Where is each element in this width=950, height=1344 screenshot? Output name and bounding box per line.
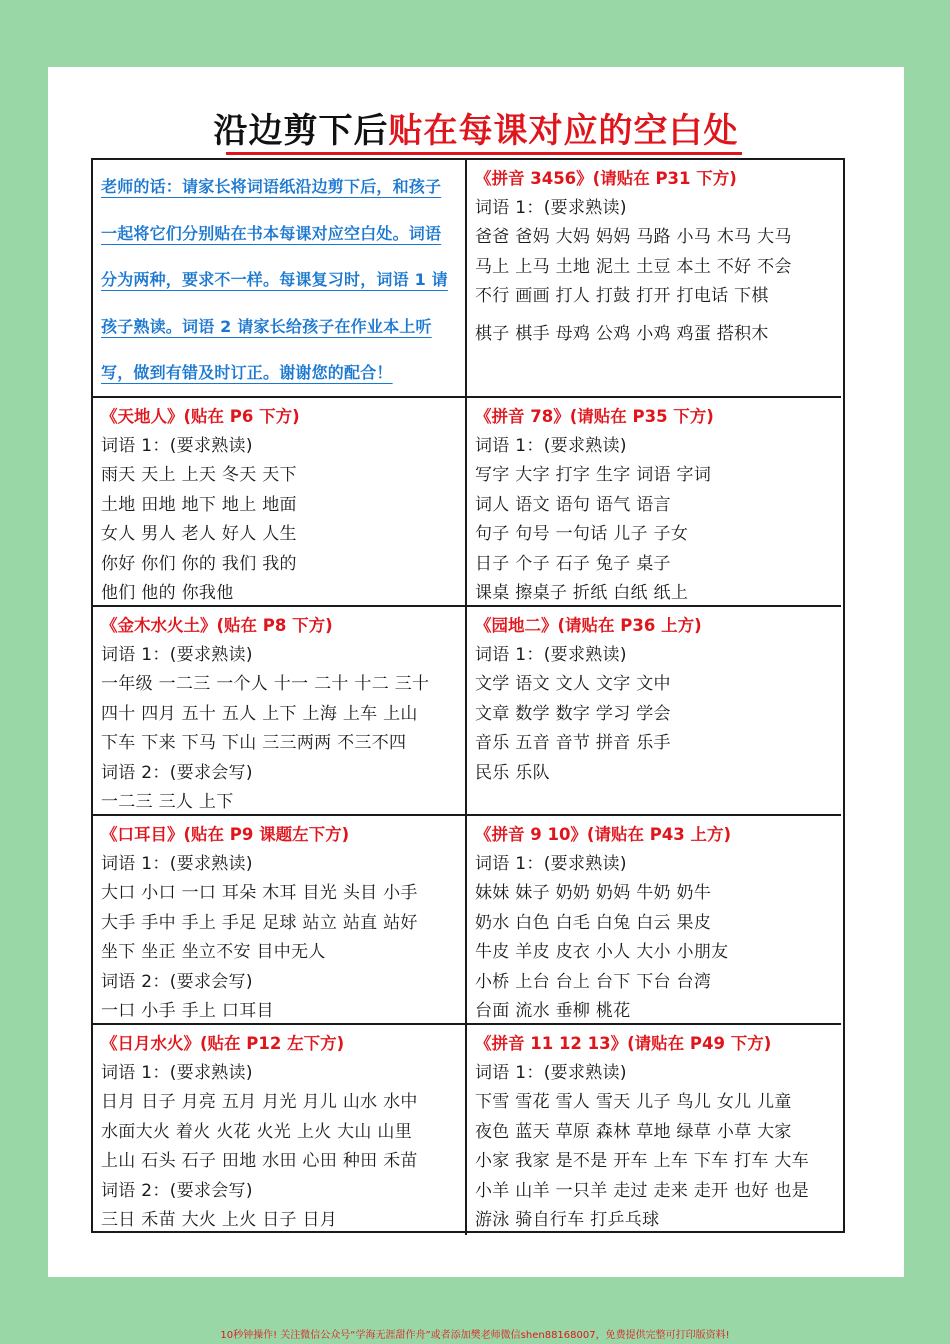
word-line: 词语 1：(要求熟读) [101,853,253,874]
lesson-heading: 《园地二》(请贴在 P36 上方) [475,616,702,635]
word-line: 小羊 山羊 一只羊 走过 走来 走开 也好 也是 [475,1180,810,1201]
word-line: 词人 语文 语句 语气 语言 [475,494,671,515]
word-line: 下雪 雪花 雪人 雪天 儿子 鸟儿 女儿 儿童 [475,1092,792,1113]
teacher-note-line: 孩子熟读。词语 2 请家长给孩子在作业本上听 [101,316,432,336]
teacher-note-line: 分为两种，要求不一样。每课复习时，词语 1 请 [101,270,448,289]
lesson-heading: 《天地人》(贴在 P6 下方) [101,407,300,426]
lesson-cell-pinyin78 [467,398,841,607]
title-underline [226,152,742,155]
word-line: 台面 流水 垂柳 桃花 [475,1001,631,1022]
word-line: 他们 他的 你我他 [101,583,234,604]
lesson-cell-pinyin3456 [467,160,841,398]
lesson-cell-pinyin111213 [467,1025,841,1235]
word-line: 雨天 天上 上天 冬天 天下 [101,465,297,486]
word-line: 词语 1：(要求熟读) [101,1062,253,1083]
word-line: 写字 大字 打字 生字 词语 字词 [475,465,712,486]
title-black: 沿边剪下后 [213,111,389,151]
word-table [91,158,845,1233]
word-line: 四十 四月 五十 五人 上下 上海 上车 上山 [101,703,418,724]
lesson-heading: 《拼音 3456》(请贴在 P31 下方) [475,169,737,188]
word-line: 上山 石头 石子 田地 水田 心田 种田 禾苗 [101,1151,418,1172]
word-line: 词语 1：(要求熟读) [475,435,627,456]
page-title [48,107,904,155]
word-line: 你好 你们 你的 我们 我的 [101,553,297,574]
lesson-heading: 《拼音 78》(请贴在 P35 下方) [475,407,714,426]
word-line: 句子 句号 一句话 儿子 子女 [475,524,689,545]
word-line: 不行 画画 打人 打鼓 打开 打电话 下棋 [475,286,769,307]
teacher-note-cell [93,160,467,398]
word-line: 游泳 骑自行车 打乒乓球 [475,1210,660,1231]
lesson-cell-kouermu [93,816,467,1025]
word-line: 三日 禾苗 大火 上火 日子 日月 [101,1210,338,1231]
word-line: 词语 1：(要求熟读) [101,644,253,665]
word-line: 大手 手中 手上 手足 足球 站立 站直 站好 [101,912,418,933]
word-line: 词语 2：(要求会写) [101,971,253,992]
word-line: 小家 我家 是不是 开车 上车 下车 打车 大车 [475,1151,810,1172]
word-line: 词语 2：(要求会写) [101,1180,253,1201]
word-line: 水面大火 着火 火花 火光 上火 大山 山里 [101,1121,413,1142]
word-line: 爸爸 爸妈 大妈 妈妈 马路 小马 木马 大马 [475,227,792,248]
word-line: 词语 1：(要求熟读) [475,197,627,218]
lesson-cell-jinmu [93,607,467,816]
lesson-heading: 《拼音 11 12 13》(请贴在 P49 下方) [475,1034,772,1053]
title-red: 贴在每课对应的空白处 [388,111,739,151]
word-line: 日月 日子 月亮 五月 月光 月儿 山水 水中 [101,1092,418,1113]
word-line: 词语 2：(要求会写) [101,762,253,783]
worksheet-paper [48,67,904,1277]
lesson-heading: 《拼音 9 10》(请贴在 P43 上方) [475,825,732,844]
word-line: 词语 1：(要求熟读) [475,1062,627,1083]
word-line: 词语 1：(要求熟读) [475,853,627,874]
word-line: 马上 上马 土地 泥土 土豆 本土 不好 不会 [475,256,792,277]
lesson-cell-tiandiren [93,398,467,607]
word-line: 音乐 五音 音节 拼音 乐手 [475,733,671,754]
word-line: 牛皮 羊皮 皮衣 小人 大小 小朋友 [475,942,729,963]
word-line: 一年级 一二三 一个人 十一 二十 十二 三十 [101,674,430,695]
footer-note: 10秒钟操作! 关注微信公众号“学海无涯甜作舟”或者添加樊老师微信shen88168007，免费提供完整可打印版资料! [220,1330,730,1341]
lesson-cell-yuandi2 [467,607,841,816]
word-line: 日子 个子 石子 兔子 桌子 [475,553,671,574]
word-line: 女人 男人 老人 好人 人生 [101,524,297,545]
word-line: 土地 田地 地下 地上 地面 [101,494,297,515]
word-line: 词语 1：(要求熟读) [475,644,627,665]
lesson-heading: 《日月水火》(贴在 P12 左下方) [101,1034,345,1053]
word-line: 大口 小口 一口 耳朵 木耳 目光 头目 小手 [101,883,418,904]
word-line: 一口 小手 手上 口耳目 [101,1001,274,1022]
word-line: 词语 1：(要求熟读) [101,435,253,456]
lesson-cell-riyue [93,1025,467,1235]
lesson-heading: 《口耳目》(贴在 P9 课题左下方) [101,825,350,844]
word-line: 妹妹 妹子 奶奶 奶妈 牛奶 奶牛 [475,883,712,904]
teacher-note-line: 写，做到有错及时订正。谢谢您的配合！ [101,363,393,382]
word-line: 课桌 擦桌子 折纸 白纸 纸上 [475,583,689,604]
lesson-cell-pinyin910 [467,816,841,1025]
word-line: 奶水 白色 白毛 白兔 白云 果皮 [475,912,712,933]
teacher-note-line: 一起将它们分别贴在书本每课对应空白处。词语 [101,223,442,243]
word-line: 棋子 棋手 母鸡 公鸡 小鸡 鸡蛋 搭积木 [475,323,769,344]
word-line: 文学 语文 文人 文字 文中 [475,674,671,695]
word-line: 下车 下来 下马 下山 三三两两 不三不四 [101,733,407,754]
teacher-note-line: 老师的话：请家长将词语纸沿边剪下后，和孩子 [101,177,442,196]
lesson-heading: 《金木水火土》(贴在 P8 下方) [101,616,333,635]
word-line: 夜色 蓝天 草原 森林 草地 绿草 小草 大家 [475,1121,792,1142]
word-line: 一二三 三人 上下 [101,792,234,813]
word-line: 坐下 坐正 坐立不安 目中无人 [101,942,326,963]
word-line: 小桥 上台 台上 台下 下台 台湾 [475,971,712,992]
word-line: 民乐 乐队 [475,762,550,783]
word-line: 文章 数学 数字 学习 学会 [475,703,671,724]
